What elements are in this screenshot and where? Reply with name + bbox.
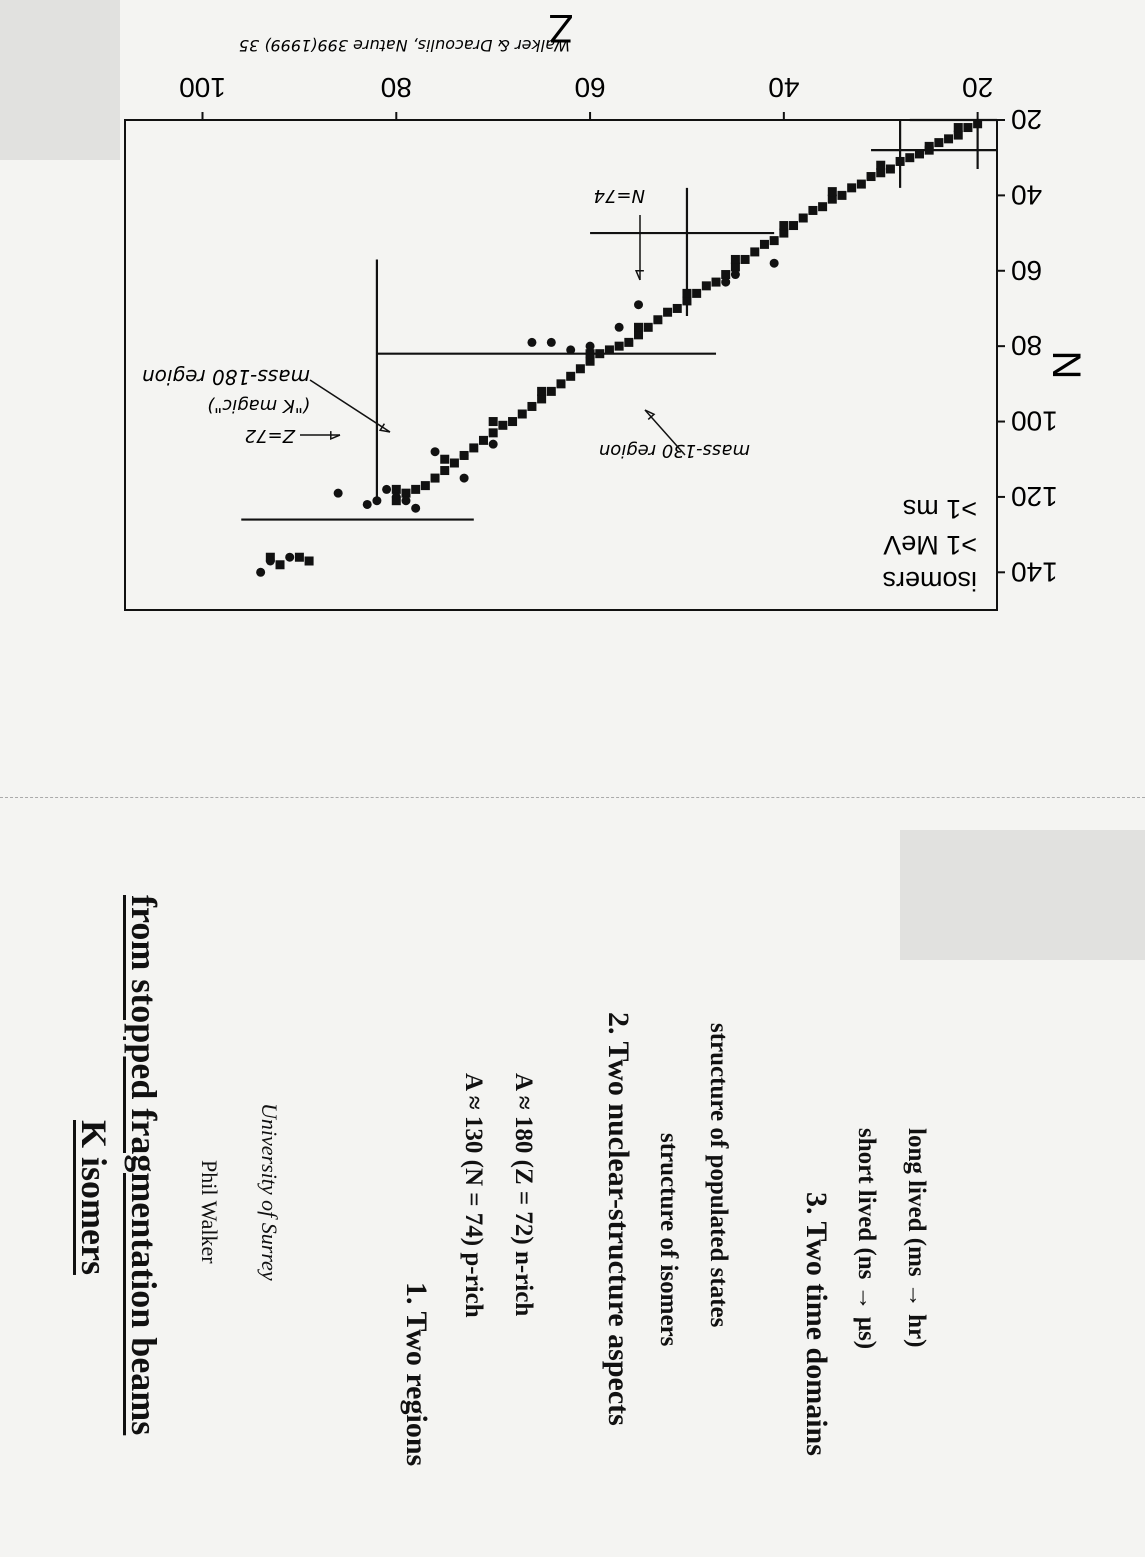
legend-line-energy: >1 MeV [883, 530, 977, 560]
isomer-square [750, 247, 759, 256]
isomer-dot [392, 492, 401, 501]
point-2-sub-1: structure of isomers [655, 1133, 682, 1347]
isomer-square [837, 191, 846, 200]
isomer-dot [527, 338, 536, 347]
isomer-square [818, 202, 827, 211]
isomer-square [547, 387, 556, 396]
y-tick-label: 100 [1011, 405, 1058, 437]
isomer-square [954, 123, 963, 132]
isomer-square [305, 557, 314, 566]
chart-svg [0, 0, 1145, 700]
isomer-dot [547, 338, 556, 347]
isomer-square [595, 349, 604, 358]
isomer-dot [266, 557, 275, 566]
isomer-square [295, 553, 304, 562]
isomer-square [760, 240, 769, 249]
title-line-2: from stopped fragmentation beams [124, 895, 164, 1436]
citation: Walker & Dracoulis, Nature 399(1999) 35 [238, 36, 570, 55]
isomer-dot [363, 500, 372, 509]
y-tick-label: 20 [1011, 104, 1043, 135]
isomer-square [789, 221, 798, 230]
isomer-dot [566, 345, 575, 354]
scan-noise [900, 830, 1145, 960]
x-tick-label: 40 [768, 72, 800, 103]
y-tick-label: 140 [1011, 556, 1058, 588]
annotation-mass130: mass-130 region [598, 440, 750, 461]
isomer-square [508, 417, 517, 426]
isomer-dot [460, 474, 469, 483]
point-3-sub-2: long lived (ms → hr) [903, 1128, 930, 1348]
point-1-sub-1: A ≈ 130 (N = 74) p-rich [460, 1073, 487, 1318]
isomer-square [518, 410, 527, 419]
isomer-square [770, 236, 779, 245]
isomer-square [682, 289, 691, 298]
isomer-square [624, 338, 633, 347]
isomer-square [479, 436, 488, 445]
isomer-dot [285, 553, 294, 562]
isomer-square [440, 466, 449, 475]
isomer-dot [382, 485, 391, 494]
y-axis-label: N [1044, 350, 1088, 380]
isomer-square [896, 157, 905, 166]
y-tick-label: 60 [1011, 254, 1043, 286]
isomer-square [779, 221, 788, 230]
isomer-square [498, 421, 507, 430]
isomer-square [828, 187, 837, 196]
point-1-heading: 1. Two regions [400, 1282, 433, 1467]
isomer-square [469, 443, 478, 452]
isomer-square [925, 142, 934, 151]
isomer-square [934, 138, 943, 147]
point-2-heading: 2. Two nuclear-structure aspects [602, 1012, 635, 1426]
isomer-square [489, 428, 498, 437]
isomer-dot [615, 323, 624, 332]
isomer-square [421, 481, 430, 490]
isomer-square [644, 323, 653, 332]
isomer-square [663, 308, 672, 317]
affiliation: University of Surrey [257, 1103, 282, 1281]
isomer-square [731, 255, 740, 264]
isomer-square [712, 278, 721, 287]
isomer-square [489, 417, 498, 426]
isomer-square [808, 206, 817, 215]
isomer-square [915, 149, 924, 158]
point-3-heading: 3. Two time domains [800, 1192, 833, 1456]
isomer-square [741, 255, 750, 264]
isomer-dot [431, 447, 440, 456]
x-tick-label: 80 [380, 72, 412, 103]
annotation-mass180: mass-180 region [141, 365, 310, 389]
x-tick-label: 100 [179, 72, 226, 103]
isomer-dot [334, 489, 343, 498]
isomer-dot [721, 278, 730, 287]
isomer-square [411, 485, 420, 494]
isomer-square [973, 119, 982, 128]
point-3-sub-1: short lived (ns → μs) [853, 1128, 880, 1350]
isomer-dot [401, 496, 410, 505]
author: Phil Walker [197, 1160, 222, 1264]
x-tick-label: 20 [962, 72, 994, 103]
isomer-square [857, 180, 866, 189]
isomer-dot [256, 568, 265, 577]
isomer-square [702, 281, 711, 290]
isomer-square [673, 304, 682, 313]
isomer-square [847, 183, 856, 192]
isomer-dot [586, 342, 595, 351]
y-tick-label: 40 [1011, 179, 1043, 211]
isomer-square [886, 165, 895, 174]
isomer-square [566, 372, 575, 381]
legend-line-isomers: isomers [882, 566, 977, 596]
isomer-square [576, 364, 585, 373]
y-tick-label: 120 [1011, 480, 1058, 512]
page-divider [0, 797, 1145, 798]
isomer-square [876, 161, 885, 170]
isomer-square [615, 342, 624, 351]
isomer-square [557, 379, 566, 388]
y-tick-label: 80 [1011, 330, 1043, 362]
isomer-square [867, 172, 876, 181]
isomer-dot [731, 270, 740, 279]
point-2-sub-2: structure of populated states [705, 1023, 732, 1328]
annotation-n74: N=74 [593, 185, 645, 206]
isomer-square [905, 153, 914, 162]
isomer-square [634, 323, 643, 332]
isomer-square [605, 345, 614, 354]
point-1-sub-2: A ≈ 180 (Z = 72) n-rich [510, 1073, 537, 1317]
isomer-square [653, 315, 662, 324]
isomer-square [431, 474, 440, 483]
isomer-square [276, 560, 285, 569]
legend-line-time: >1 ms [902, 494, 977, 524]
isomer-square [537, 387, 546, 396]
isomer-square [440, 455, 449, 464]
isomer-square [692, 289, 701, 298]
isomer-dot [489, 440, 498, 449]
isomer-chart [0, 0, 1145, 700]
annotation-z72: Z=72 [244, 425, 295, 446]
isomer-dot [634, 300, 643, 309]
isomer-dot [372, 496, 381, 505]
title-line-1: K isomers [74, 1120, 114, 1275]
isomer-square [944, 134, 953, 143]
plot-frame [125, 120, 997, 610]
x-tick-label: 60 [574, 72, 606, 103]
isomer-square [799, 214, 808, 223]
isomer-square [527, 402, 536, 411]
isomer-square [450, 459, 459, 468]
isomer-dot [770, 259, 779, 268]
isomer-square [963, 123, 972, 132]
annotation-k-magic: ("K magic") [206, 395, 310, 416]
x-axis-label: Z [548, 6, 574, 50]
isomer-dot [460, 451, 469, 460]
isomer-dot [411, 504, 420, 513]
